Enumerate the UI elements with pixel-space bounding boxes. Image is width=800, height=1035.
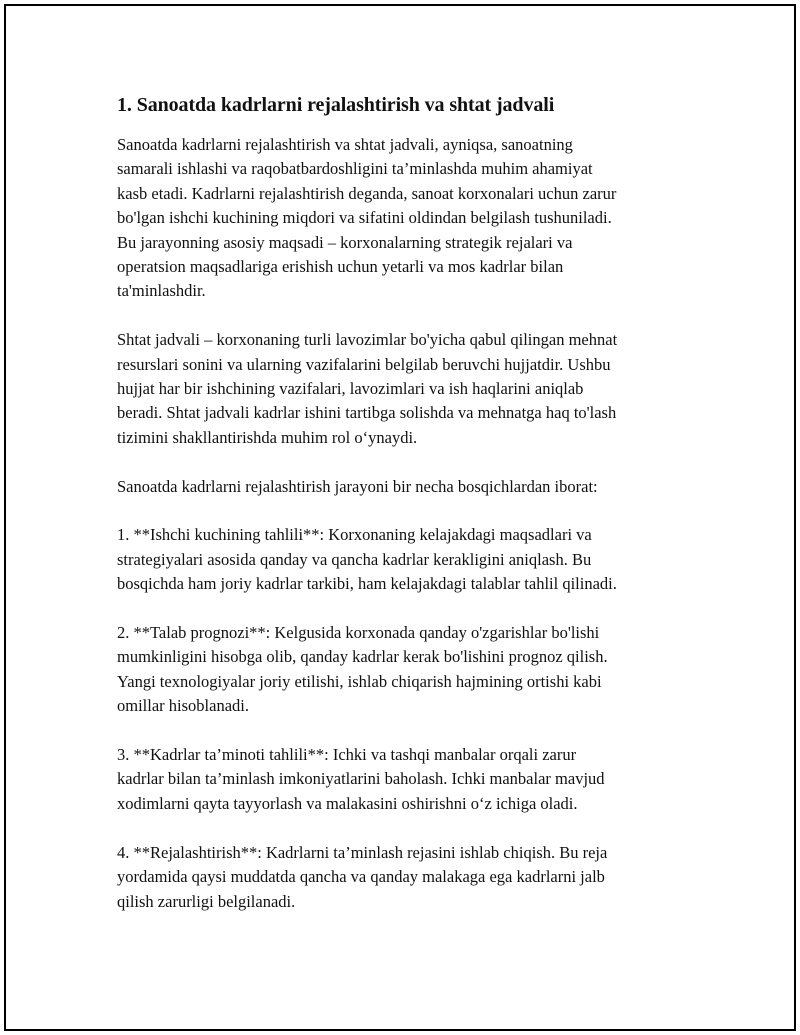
text-line: tizimini shakllantirishda muhim rol o‘ynaydi. [117,427,418,447]
text-line: Bu jarayonning asosiy maqsadi – korxonalarning strategik rejalari va [117,232,573,252]
text-line: kasb etadi. Kadrlarni rejalashtirish deganda, sanoat korxonalari uchun zarur [117,183,617,203]
text-line: operatsion maqsadlariga erishish uchun yetarli va mos kadrlar bilan [117,257,564,277]
text-line: bo'lgan ishchi kuchining miqdori va sifatini oldindan belgilash tushuniladi. [117,208,612,228]
text-line: Sanoatda kadrlarni rejalashtirish va shtat jadvali, ayniqsa, sanoatning [117,135,573,154]
text-line: 2. **Talab prognozi**: Kelgusida korxonada qanday o'zgarishlar bo'lishi [117,623,600,643]
text-line: 4. **Rejalashtirish**: Kadrlarni ta’minlash rejasini ishlab chiqish. Bu reja [117,842,608,862]
text-line: hujjat har bir ishchining vazifalari, lavozimlari va ish haqlarini aniqlab [117,379,584,399]
text-line: kadrlar bilan ta’minlash imkoniyatlarini baholash. Ichki manbalar mavjud [117,769,605,789]
list-item-4 [117,841,692,914]
text-line: 3. **Kadrlar ta’minoti tahlili**: Ichki va tashqi manbalar orqali zarur [117,745,577,765]
text-line: qilish zarurligi belgilanadi. [117,891,296,911]
list-item-3 [117,743,692,816]
text-line: mumkinligini hisobga olib, qanday kadrlar kerak bo'lishini prognoz qilish. [117,647,608,667]
paragraph-shtat-jadvali [117,328,692,450]
text-line: Yangi texnologiyalar joriy etilishi, ishlab chiqarish hajmining ortishi kabi [117,671,602,691]
paragraph-intro [117,133,692,304]
text-line: beradi. Shtat jadvali kadrlar ishini tartibga solishda va mehnatga haq to'lash [117,403,617,423]
list-item-1 [117,523,692,596]
text-line: samarali ishlashi va raqobatbardoshligini ta’minlashda muhim ahamiyat [117,159,593,179]
text-line: Shtat jadvali – korxonaning turli lavozimlar bo'yicha qabul qilingan mehnat [117,330,618,350]
list-item-2 [117,621,692,719]
text-line: Sanoatda kadrlarni rejalashtirish jarayoni bir necha bosqichlardan iborat: [117,476,598,496]
text-line: ta'minlashdir. [117,281,206,301]
text-line: omillar hisoblanadi. [117,696,249,716]
paragraph-stages-intro [117,475,692,499]
text-line: resurslari sonini va ularning vazifalarini belgilab beruvchi hujjatdir. Ushbu [117,354,611,374]
section-heading: 1. Sanoatda kadrlarni rejalashtirish va shtat jadvali [117,94,555,116]
text-line: strategiyalari asosida qanday va qancha kadrlar kerakligini aniqlash. Bu [117,549,592,569]
text-line: bosqichda ham joriy kadrlar tarkibi, ham kelajakdagi talablar tahlil qilinadi. [117,574,617,594]
text-line: 1. **Ishchi kuchining tahlili**: Korxonaning kelajakdagi maqsadlari va [117,525,592,545]
document-body [117,92,692,938]
text-line: xodimlarni qayta tayyorlash va malakasini oshirishni o‘z ichiga oladi. [117,793,578,813]
text-line: yordamida qaysi muddatda qancha va qanday malakaga ega kadrlarni jalb [117,867,605,887]
